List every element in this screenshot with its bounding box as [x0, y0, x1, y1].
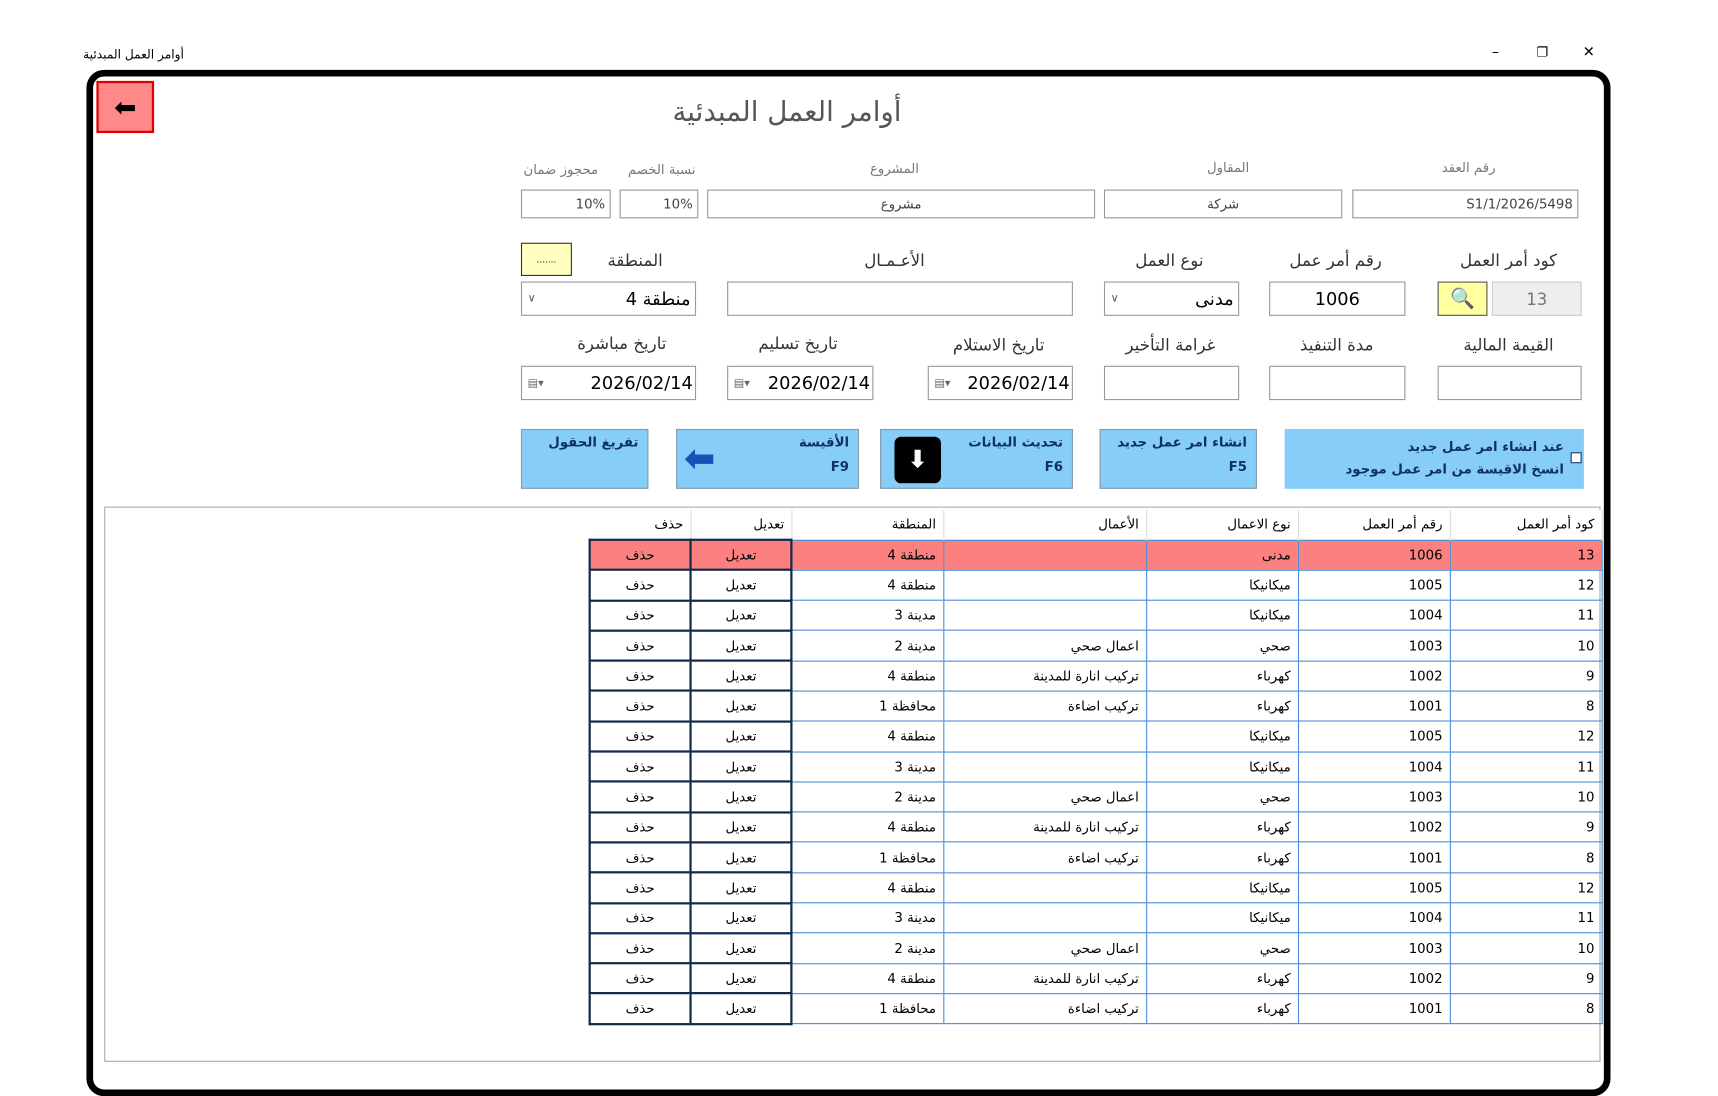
edit-button[interactable]: تعديل — [691, 600, 792, 630]
table-cell[interactable] — [943, 721, 1146, 751]
table-cell[interactable]: 1005 — [1298, 570, 1450, 600]
contract-label: رقم العقد — [1441, 159, 1496, 176]
table-cell[interactable]: تركيب اضاءة — [943, 994, 1146, 1024]
delete-button[interactable]: حذف — [590, 842, 691, 872]
project-label: المشروع — [869, 160, 919, 177]
edit-button[interactable]: تعديل — [691, 933, 792, 963]
table-cell[interactable]: ميكانيكا — [1146, 903, 1298, 933]
delete-button[interactable]: حذف — [590, 933, 691, 963]
table-cell[interactable]: تركيب اضاءة — [943, 842, 1146, 872]
search-button[interactable] — [1438, 282, 1488, 316]
delete-button[interactable]: حذف — [590, 903, 691, 933]
table-cell[interactable]: 1004 — [1298, 600, 1450, 630]
value-label: القيمة المالية — [1463, 334, 1554, 355]
table-cell[interactable]: مدينة 2 — [791, 933, 943, 963]
order-no-field[interactable]: 1006 — [1269, 282, 1405, 316]
order-no-label: رقم أمر عمل — [1289, 250, 1382, 271]
table-cell[interactable]: مدينة 2 — [791, 631, 943, 661]
calendar-dropdown-icon[interactable]: ▾▤ — [527, 376, 544, 390]
table-cell[interactable]: منطقة 4 — [791, 570, 943, 600]
table-cell[interactable]: كهرباء — [1146, 691, 1298, 721]
table-cell[interactable]: منطقة 4 — [791, 873, 943, 903]
table-cell[interactable]: 10 — [1450, 782, 1602, 812]
table-cell[interactable]: منطقة 4 — [791, 661, 943, 691]
table-cell[interactable]: 1004 — [1298, 903, 1450, 933]
column-header[interactable]: المنطقة — [791, 510, 943, 540]
table-cell[interactable] — [943, 752, 1146, 782]
table-cell[interactable]: محافظة 1 — [791, 994, 943, 1024]
save-download-icon: ⬇ — [894, 437, 941, 484]
discount-field[interactable]: 10% — [620, 190, 699, 219]
table-row[interactable] — [590, 873, 1602, 903]
table-cell[interactable]: كهرباء — [1146, 842, 1298, 872]
works-label: الأعـمـال — [864, 250, 925, 271]
table-cell[interactable]: تركيب انارة للمدينة — [943, 661, 1146, 691]
penalty-field[interactable] — [1104, 366, 1239, 400]
work-orders-table — [589, 510, 1603, 1025]
edit-button[interactable]: تعديل — [691, 752, 792, 782]
project-field[interactable]: مشروع — [707, 190, 1095, 219]
region-value: منطقة 4 — [625, 288, 691, 310]
delete-button[interactable]: حذف — [590, 540, 691, 570]
region-label: المنطقة — [607, 250, 663, 271]
table-cell[interactable]: 1006 — [1298, 540, 1450, 570]
measures-label: الأقيسة — [798, 434, 850, 451]
table-cell[interactable]: 1002 — [1298, 661, 1450, 691]
table-cell[interactable]: 8 — [1450, 842, 1602, 872]
table-cell[interactable]: منطقة 4 — [791, 812, 943, 842]
contract-field[interactable]: S1/1/2026/5498 — [1352, 190, 1578, 219]
code-label: كود أمر العمل — [1459, 250, 1558, 271]
table-cell[interactable]: ميكانيكا — [1146, 721, 1298, 751]
clear-fields-button[interactable]: تفريغ الحقول — [521, 429, 648, 489]
table-row[interactable] — [590, 812, 1602, 842]
edit-button[interactable]: تعديل — [691, 570, 792, 600]
table-row[interactable] — [590, 903, 1602, 933]
table-cell[interactable]: 9 — [1450, 661, 1602, 691]
table-row[interactable] — [590, 963, 1602, 993]
table-cell[interactable]: محافظة 1 — [791, 842, 943, 872]
delete-button[interactable]: حذف — [590, 994, 691, 1024]
delivery-date-picker[interactable] — [727, 366, 873, 400]
chevron-down-icon: ∨ — [527, 292, 536, 305]
new-order-button[interactable] — [1100, 429, 1257, 489]
table-cell[interactable]: 1001 — [1298, 691, 1450, 721]
table-cell[interactable]: 1001 — [1298, 842, 1450, 872]
receive-date-picker[interactable] — [928, 366, 1073, 400]
edit-button[interactable]: تعديل — [691, 631, 792, 661]
table-cell[interactable] — [943, 540, 1146, 570]
table-cell[interactable]: 11 — [1450, 752, 1602, 782]
copy-measures-checkbox[interactable] — [1571, 452, 1582, 463]
table-row[interactable] — [590, 994, 1602, 1024]
table-cell[interactable]: صحي — [1146, 933, 1298, 963]
table-cell[interactable]: 1003 — [1298, 631, 1450, 661]
table-cell[interactable]: كهرباء — [1146, 661, 1298, 691]
table-cell[interactable]: 10 — [1450, 933, 1602, 963]
guarantee-field[interactable]: 10% — [521, 190, 611, 219]
calendar-dropdown-icon[interactable]: ▾▤ — [934, 376, 951, 390]
table-row[interactable] — [590, 721, 1602, 751]
table-cell[interactable]: مدينة 3 — [791, 752, 943, 782]
update-shortcut: F6 — [1044, 458, 1063, 475]
edit-button[interactable]: تعديل — [691, 963, 792, 993]
close-button[interactable]: ✕ — [1582, 44, 1595, 61]
back-button[interactable] — [96, 81, 154, 133]
receive-date-value: 2026/02/14 — [967, 372, 1070, 394]
table-cell[interactable]: 1003 — [1298, 933, 1450, 963]
minimize-button[interactable]: – — [1491, 44, 1500, 61]
delete-button[interactable]: حذف — [590, 812, 691, 842]
table-cell[interactable]: اعمال صحي — [943, 782, 1146, 812]
delete-button[interactable]: حذف — [590, 963, 691, 993]
delete-button[interactable]: حذف — [590, 691, 691, 721]
table-cell[interactable]: كهرباء — [1146, 994, 1298, 1024]
table-cell[interactable]: منطقة 4 — [791, 963, 943, 993]
delete-button[interactable]: حذف — [590, 721, 691, 751]
table-cell[interactable]: منطقة 4 — [791, 540, 943, 570]
edit-button[interactable]: تعديل — [691, 903, 792, 933]
duration-field[interactable] — [1269, 366, 1405, 400]
column-header[interactable]: نوع الاعمال — [1146, 510, 1298, 540]
table-cell[interactable]: ميكانيكا — [1146, 570, 1298, 600]
start-date-label: تاريخ مباشرة — [577, 333, 667, 354]
table-row[interactable] — [590, 782, 1602, 812]
window-title: أوامر العمل المبدئية — [83, 47, 184, 63]
column-header[interactable]: رقم أمر العمل — [1298, 510, 1450, 540]
table-row[interactable] — [590, 933, 1602, 963]
table-cell[interactable] — [943, 903, 1146, 933]
back-arrow-icon: ⬅ — [114, 91, 137, 123]
table-cell[interactable]: محافظة 1 — [791, 691, 943, 721]
calendar-dropdown-icon[interactable]: ▾▤ — [733, 376, 750, 390]
column-header[interactable]: تعديل — [691, 510, 792, 540]
chevron-down-icon: ∨ — [1110, 292, 1119, 305]
table-cell[interactable]: 12 — [1450, 721, 1602, 751]
edit-button[interactable]: تعديل — [691, 721, 792, 751]
left-arrow-icon: ⬅ — [683, 436, 716, 482]
edit-button[interactable]: تعديل — [691, 782, 792, 812]
delete-button[interactable]: حذف — [590, 782, 691, 812]
works-field[interactable] — [727, 282, 1073, 316]
table-cell[interactable]: كهرباء — [1146, 812, 1298, 842]
delete-button[interactable]: حذف — [590, 873, 691, 903]
delete-button[interactable]: حذف — [590, 631, 691, 661]
table-cell[interactable]: 8 — [1450, 994, 1602, 1024]
table-row[interactable] — [590, 540, 1602, 570]
start-date-picker[interactable] — [521, 366, 696, 400]
column-header[interactable]: حذف — [590, 510, 691, 540]
table-cell[interactable]: 1002 — [1298, 963, 1450, 993]
table-cell[interactable]: مدينة 3 — [791, 600, 943, 630]
table-row[interactable] — [590, 570, 1602, 600]
table-cell[interactable]: 1004 — [1298, 752, 1450, 782]
table-cell[interactable] — [943, 873, 1146, 903]
contractor-label: المقاول — [1206, 159, 1250, 176]
table-cell[interactable]: منطقة 4 — [791, 721, 943, 751]
table-row[interactable] — [590, 631, 1602, 661]
table-cell[interactable]: كهرباء — [1146, 963, 1298, 993]
table-row[interactable] — [590, 600, 1602, 630]
table-cell[interactable]: 9 — [1450, 812, 1602, 842]
update-data-button[interactable] — [880, 429, 1073, 489]
table-cell[interactable]: ميكانيكا — [1146, 873, 1298, 903]
edit-button[interactable]: تعديل — [691, 812, 792, 842]
delete-button[interactable]: حذف — [590, 570, 691, 600]
table-cell[interactable]: 1003 — [1298, 782, 1450, 812]
penalty-label: غرامة التأخير — [1125, 334, 1216, 355]
table-row[interactable] — [590, 752, 1602, 782]
table-cell[interactable]: اعمال صحي — [943, 631, 1146, 661]
table-cell[interactable] — [943, 570, 1146, 600]
table-row[interactable] — [590, 661, 1602, 691]
guarantee-label: محجوز ضمان — [523, 161, 599, 178]
delivery-date-label: تاريخ تسليم — [758, 333, 838, 354]
table-cell[interactable]: تركيب انارة للمدينة — [943, 963, 1146, 993]
work-type-label: نوع العمل — [1135, 250, 1204, 271]
edit-button[interactable]: تعديل — [691, 842, 792, 872]
table-cell[interactable]: 1002 — [1298, 812, 1450, 842]
magnifier-icon: 🔍 — [1450, 287, 1475, 311]
table-cell[interactable]: صحي — [1146, 631, 1298, 661]
region-picker-button[interactable]: ....... — [521, 243, 572, 276]
table-cell[interactable]: 12 — [1450, 873, 1602, 903]
table-cell[interactable]: تركيب اضاءة — [943, 691, 1146, 721]
discount-label: نسبة الخصم — [627, 161, 696, 178]
table-cell[interactable]: 11 — [1450, 600, 1602, 630]
table-cell[interactable] — [943, 600, 1146, 630]
work-type-select[interactable] — [1104, 282, 1239, 316]
receive-date-label: تاريخ الاستلام — [952, 334, 1045, 355]
code-field[interactable]: 13 — [1492, 282, 1582, 316]
new-order-label: انشاء امر عمل جديد — [1117, 434, 1247, 451]
delete-button[interactable]: حذف — [590, 752, 691, 782]
table-cell[interactable]: 10 — [1450, 631, 1602, 661]
copy-measures-option[interactable] — [1285, 429, 1584, 489]
table-row[interactable] — [590, 691, 1602, 721]
table-row[interactable] — [590, 842, 1602, 872]
table-cell[interactable]: مدنى — [1146, 540, 1298, 570]
table-cell[interactable]: 11 — [1450, 903, 1602, 933]
table-cell[interactable]: 1001 — [1298, 994, 1450, 1024]
start-date-value: 2026/02/14 — [590, 372, 693, 394]
copy-option-line2: انسخ الاقيسة من امر عمل موجود — [1345, 461, 1564, 477]
edit-button[interactable]: تعديل — [691, 661, 792, 691]
delete-button[interactable]: حذف — [590, 661, 691, 691]
delete-button[interactable]: حذف — [590, 600, 691, 630]
table-cell[interactable]: 8 — [1450, 691, 1602, 721]
new-order-shortcut: F5 — [1228, 458, 1247, 475]
restore-button[interactable]: ❐ — [1536, 44, 1549, 60]
work-type-value: مدنى — [1195, 288, 1234, 310]
table-cell[interactable]: ميكانيكا — [1146, 600, 1298, 630]
contractor-field[interactable]: شركة — [1104, 190, 1342, 219]
table-cell[interactable]: 12 — [1450, 570, 1602, 600]
duration-label: مدة التنفيذ — [1299, 334, 1374, 355]
update-label: تحديث البيانات — [968, 434, 1063, 451]
edit-button[interactable]: تعديل — [691, 873, 792, 903]
table-cell[interactable]: مدينة 3 — [791, 903, 943, 933]
column-header[interactable]: الأعمال — [943, 510, 1146, 540]
table-cell[interactable]: 13 — [1450, 540, 1602, 570]
edit-button[interactable]: تعديل — [691, 691, 792, 721]
table-cell[interactable]: 9 — [1450, 963, 1602, 993]
table-cell[interactable]: تركيب انارة للمدينة — [943, 812, 1146, 842]
region-select[interactable] — [521, 282, 696, 316]
delivery-date-value: 2026/02/14 — [767, 372, 871, 394]
table-cell[interactable]: مدينة 2 — [791, 782, 943, 812]
table-header — [590, 510, 1602, 540]
table-cell[interactable]: ميكانيكا — [1146, 752, 1298, 782]
measures-shortcut: F9 — [830, 458, 850, 475]
value-field[interactable] — [1438, 366, 1582, 400]
edit-button[interactable]: تعديل — [691, 540, 792, 570]
table-cell[interactable]: اعمال صحي — [943, 933, 1146, 963]
copy-option-line1: عند انشاء امر عمل جديد — [1407, 438, 1564, 455]
column-header[interactable]: كود أمر العمل — [1450, 510, 1602, 540]
page-title: أوامر العمل المبدئية — [672, 95, 902, 128]
table-cell[interactable]: 1005 — [1298, 873, 1450, 903]
table-cell[interactable]: 1005 — [1298, 721, 1450, 751]
edit-button[interactable]: تعديل — [691, 994, 792, 1024]
measures-button[interactable] — [676, 429, 859, 489]
table-cell[interactable]: صحي — [1146, 782, 1298, 812]
